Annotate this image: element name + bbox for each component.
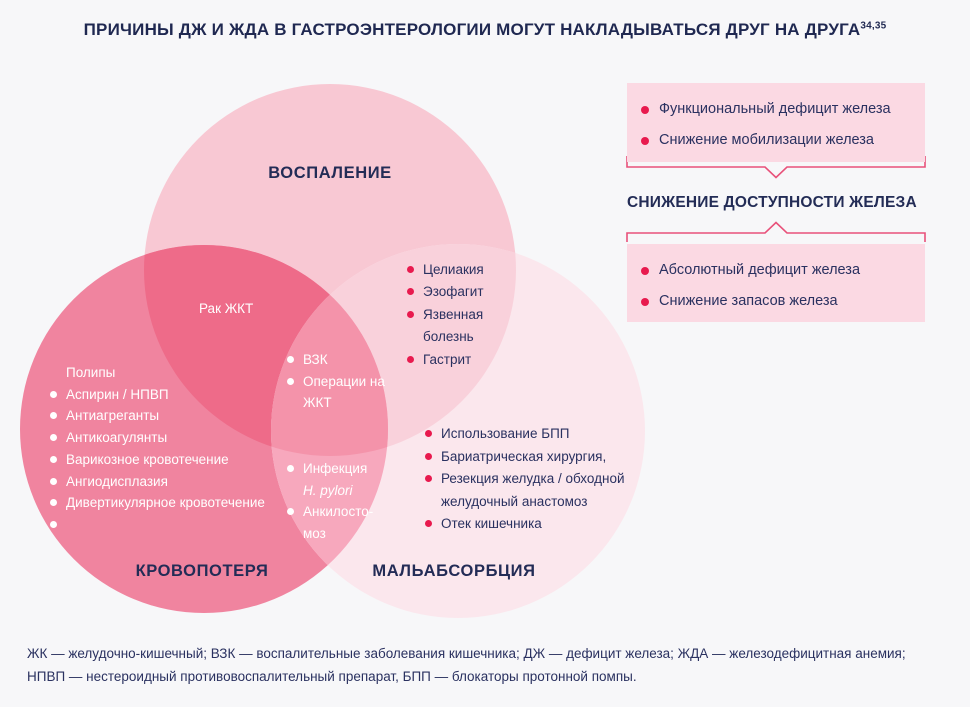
blood-loss-list: [50, 362, 290, 528]
bullet-icon: [50, 434, 57, 441]
iron-availability-header: СНИЖЕНИЕ ДОСТУПНОСТИ ЖЕЛЕЗА: [627, 194, 917, 211]
stray-bullet-icon: [50, 521, 57, 528]
bullet-icon: [287, 508, 294, 515]
list-item: [407, 259, 511, 281]
infection-overlap-list: [287, 458, 397, 544]
list-item-label: Дивертикулярное кровотечение: [66, 495, 265, 511]
list-item-label: Аспирин / НПВП: [66, 386, 169, 402]
list-item: [287, 501, 397, 544]
list-item-label: Гастрит: [423, 351, 472, 367]
footnote-line-2: НПВП — нестероидный противовоспалительный препарат, БПП — блокаторы протонной помпы.: [27, 669, 637, 684]
bullet-icon: [641, 137, 649, 145]
list-item-label: ВЗК: [303, 352, 328, 367]
bullet-icon: [407, 311, 414, 318]
ankylostomosis-line2: моз: [303, 525, 326, 541]
malabsorption-label: МАЛЬАБСОРБЦИЯ: [372, 562, 536, 580]
list-item: [287, 371, 395, 414]
list-item: [641, 255, 925, 286]
list-item: [50, 492, 290, 514]
brace-up-icon: [627, 223, 925, 243]
inflammation-malabsorption-list: [407, 259, 511, 371]
list-item-label: Ангиодисплазия: [66, 473, 168, 489]
list-item-label: Эзофагит: [423, 284, 484, 300]
inflammation-label: ВОСПАЛЕНИЕ: [268, 164, 392, 182]
footnote: [27, 642, 952, 688]
list-item: [425, 423, 643, 446]
list-item: [425, 446, 643, 469]
list-item-label: Абсолютный дефицит железа: [659, 262, 861, 278]
list-item: [50, 405, 290, 427]
bullet-icon: [407, 288, 414, 295]
bullet-icon: [641, 267, 649, 275]
bullet-icon: [425, 453, 432, 460]
bullet-icon: [641, 106, 649, 114]
list-item: [407, 281, 511, 303]
list-item-label: Язвенная болезнь: [423, 306, 484, 345]
gi-cancer-label: Рак ЖКТ: [199, 301, 254, 316]
list-item: [50, 427, 290, 449]
page-title: [0, 20, 970, 40]
list-item-label: [303, 501, 373, 544]
list-item: [425, 513, 643, 536]
absolute-deficit-box: [627, 244, 925, 322]
bullet-icon: [287, 378, 294, 385]
list-item-label: Снижение мобилизации железа: [659, 132, 874, 148]
bullet-icon: [287, 356, 294, 363]
ankylostomosis-line1: Анкилосто-: [303, 504, 374, 519]
bullet-icon: [641, 298, 649, 306]
functional-deficit-box: [627, 83, 925, 162]
reference-superscript: 34,35: [860, 20, 887, 32]
list-item: [407, 304, 511, 349]
list-item-label: Целиакия: [423, 262, 484, 277]
bullet-icon: [50, 391, 57, 398]
bullet-icon: [287, 465, 294, 472]
malabsorption-list: [425, 423, 643, 536]
bullet-icon: [425, 520, 432, 527]
bullet-icon: [50, 499, 57, 506]
list-item: [50, 384, 290, 406]
list-item-label: Бариатрическая хирургия,: [441, 448, 607, 464]
list-item-label: Функциональный дефицит железа: [659, 101, 891, 117]
bullet-icon: [407, 356, 414, 363]
bullet-icon: [425, 475, 432, 482]
list-item: [641, 286, 925, 317]
list-item-label: Использование БПП: [441, 426, 570, 441]
list-item: [287, 349, 395, 371]
bullet-icon: [407, 266, 414, 273]
center-overlap-list: [287, 349, 395, 414]
list-item: [50, 449, 290, 471]
infection-prefix: Инфекция: [303, 461, 368, 476]
list-item-label: [303, 458, 367, 501]
list-item-label: Отек кишечника: [441, 516, 542, 532]
bullet-icon: [50, 478, 57, 485]
list-item-label: Антикоагулянты: [66, 430, 168, 446]
list-item: [641, 125, 925, 156]
hpylori-latin: H. pylori: [303, 482, 353, 498]
list-item: [425, 468, 643, 513]
footnote-line-1: ЖК — желудочно-кишечный; ВЗК — воспалительные заболевания кишечника; ДЖ — дефицит железа; ЖДА — железодефицитная анемия;: [27, 646, 906, 661]
list-item: [287, 458, 397, 501]
list-item: [50, 471, 290, 493]
list-item-label: Снижение запасов железа: [659, 293, 838, 309]
list-item-label: Варикозное кровотечение: [66, 451, 229, 467]
list-item: [50, 514, 290, 528]
list-item-label: Резекция желудка / обходной желудочный анастомоз: [441, 471, 625, 509]
list-item: [641, 94, 925, 125]
list-item: [50, 362, 290, 384]
page-title-text: ПРИЧИНЫ ДЖ И ЖДА В ГАСТРОЭНТЕРОЛОГИИ МОГУТ НАКЛАДЫВАТЬСЯ ДРУГ НА ДРУГА: [83, 20, 861, 39]
blood-loss-label: КРОВОПОТЕРЯ: [135, 562, 269, 580]
bullet-icon: [425, 430, 432, 437]
list-item: [407, 349, 511, 371]
list-item-label: Операции на ЖКТ: [303, 373, 385, 410]
list-item-label: Антиагреганты: [66, 408, 160, 424]
bullet-icon: [50, 412, 57, 419]
list-item-label: Полипы: [66, 365, 116, 380]
bullet-icon: [50, 456, 57, 463]
